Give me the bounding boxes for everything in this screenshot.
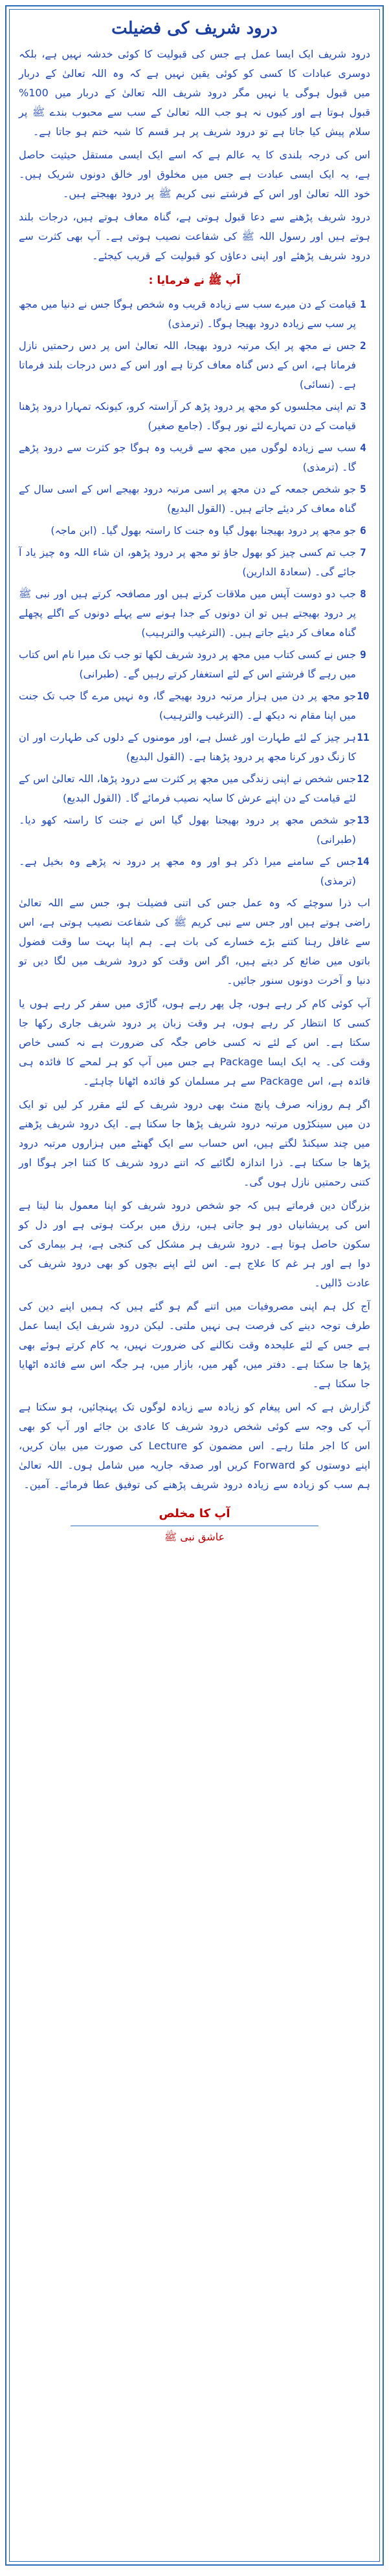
intro-paragraph-1: درود شریف ایک ایسا عمل ہے جس کی قبولیت کا کوئی خدشہ نہیں ہے، بلکہ دوسری عبادات کا کسی کو کوئی یقین نہیں ہے کہ وہ اللہ تعالیٰ کے دربار میں قبول ہوگی یا نہیں مگر درود شریف اللہ تعالیٰ کے دربار میں 100% قبول ہوتا ہے اور کیوں نہ ہو جب اللہ تعالیٰ کے سب سے محبوب بندے ﷺ پر سلام پیش کیا جاتا ہے تو درود شریف پر ہر قسم کا شبہ ختم ہو جاتا ہے۔ — [19, 48, 370, 138]
hadith-item — [19, 480, 370, 518]
hadith-number: 2 — [360, 339, 366, 352]
hadith-item — [19, 811, 370, 849]
body-paragraph-3: اگر ہم روزانہ صرف پانچ منٹ بھی درود شریف کے لئے مقرر کر لیں تو ایک دن میں سینکڑوں مرتبہ درود شریف پڑھا جا سکتا ہے۔ ایک درود شریف پڑھنے میں چند سیکنڈ لگتے ہیں، اس حساب سے ایک گھنٹے میں ہزاروں مرتبہ درود پڑھا جا سکتا ہے۔ ذرا اندازہ لگائیے کہ اتنے درود شریف کا کتنا اجر ہوگا اور کتنی رحمتیں نازل ہوں گی۔ — [19, 1098, 370, 1188]
hadith-number: 7 — [360, 546, 366, 559]
closing-block — [19, 1505, 370, 1546]
body-paragraph-5: آج کل ہم اپنی مصروفیات میں اتنے گم ہو گئے ہیں کہ ہمیں اپنے دین کی طرف توجہ دینے کی فرصت ہی نہیں ملتی۔ لیکن درود شریف ایک ایسا عمل ہے جس کے لئے علیحدہ وقت نکالنے کی ضرورت نہیں، یہ کام کرتے ہوئے بھی پڑھا جا سکتا ہے۔ دفتر میں، گھر میں، بازار میں، ہر جگہ اس سے فائدہ اٹھایا جا سکتا ہے۔ — [19, 1300, 370, 1390]
hadith-item — [19, 336, 370, 394]
hadith-text: جو شخص مجھ پر درود بھیجنا بھول گیا اس نے جنت کا راستہ کھو دیا۔ (طبرانی) — [19, 814, 356, 846]
hadith-number: 12 — [357, 772, 370, 785]
hadith-text: تم اپنی مجلسوں کو مجھ پر درود پڑھ کر آراستہ کرو، کیونکہ تمہارا درود پڑھنا قیامت کے دن تمہارے لئے نور ہوگا۔ (جامع صغیر) — [19, 400, 356, 432]
hadith-item — [19, 295, 370, 334]
hadith-text: جس نے کسی کتاب میں مجھ پر درود شریف لکھا تو جب تک میرا نام اس کتاب میں رہے گا فرشتے اس کے لئے استغفار کرتے رہیں گے۔ (طبرانی) — [19, 648, 356, 680]
hadith-item — [19, 584, 370, 643]
hadith-text: جس شخص نے اپنی زندگی میں مجھ پر کثرت سے درود پڑھا، اللہ تعالیٰ اس کے لئے قیامت کے دن اپنے عرش کا سایہ نصیب فرمائے گا۔ (القول البدیع) — [19, 772, 356, 804]
hadith-text: جو مجھ پر درود بھیجنا بھول گیا وہ جنت کا راستہ بھول گیا۔ (ابن ماجہ) — [50, 524, 356, 537]
hadith-heading: آپ ﷺ نے فرمایا : — [148, 274, 241, 287]
hadith-number: 14 — [357, 855, 370, 868]
body-paragraph-2: آپ کوئی کام کر رہے ہوں، چل پھر رہے ہوں، گاڑی میں سفر کر رہے ہوں یا کسی کا انتظار کر رہے ہوں، ہر وقت زبان پر درود شریف جاری رکھا جا سکتا ہے۔ اس کے لئے نہ کسی خاص جگہ کی ضرورت ہے نہ کسی خاص وقت کی۔ یہ ایک ایسا Package ہے جس میں آپ کو ہر لمحے کا فائدہ ہی فائدہ ہے، اس Package سے ہر مسلمان کو فائدہ اٹھانا چاہئے۔ — [19, 997, 371, 1087]
body-paragraph-4: بزرگان دین فرماتے ہیں کہ جو شخص درود شریف کو اپنا معمول بنا لیتا ہے اس کی پریشانیاں دور ہو جاتی ہیں، رزق میں برکت ہوتی ہے اور دل کو سکون حاصل ہوتا ہے۔ درود شریف ہر مشکل کی کنجی ہے، ہر بیماری کی دوا ہے اور ہر غم کا علاج ہے۔ اس لئے اپنے بچوں کو بھی درود شریف کی عادت ڈالیں۔ — [19, 1199, 370, 1289]
hadith-item — [19, 687, 370, 725]
page-frame — [5, 5, 384, 2566]
hadith-number: 9 — [360, 648, 366, 661]
hadith-number: 6 — [360, 524, 366, 537]
hadith-text: قیامت کے دن میرے سب سے زیادہ قریب وہ شخص ہوگا جس نے دنیا میں مجھ پر سب سے زیادہ درود بھیجا ہوگا۔ (ترمذی) — [19, 298, 356, 330]
author-name: عاشق نبی ﷺ — [164, 1531, 225, 1543]
hadith-number: 10 — [357, 690, 370, 702]
hadith-item — [19, 728, 370, 767]
hadith-item — [19, 645, 370, 684]
hadith-text: جب تم کسی چیز کو بھول جاؤ تو مجھ پر درود پڑھو، ان شاء اللہ وہ چیز یاد آ جائے گی۔ (سعادۃ الدارین) — [19, 546, 356, 578]
hadith-list — [19, 295, 370, 891]
hadith-text: جب دو دوست آپس میں ملاقات کرتے ہیں اور مصافحہ کرتے ہیں اور نبی ﷺ پر درود بھیجتے ہیں تو ان دونوں کے جدا ہونے سے پہلے دونوں کے اگلے پچھلے گناہ معاف کر دیئے جاتے ہیں۔ (الترغیب والترہیب) — [19, 588, 356, 639]
hadith-number: 4 — [360, 442, 366, 454]
closing-title: آپ کا مخلص — [159, 1507, 230, 1520]
hadith-item — [19, 521, 370, 540]
hadith-text: جو مجھ پر دن میں ہزار مرتبہ درود بھیجے گا، وہ نہیں مرے گا جب تک جنت میں اپنا مقام نہ دیکھ لے۔ (الترغیب والترہیب) — [19, 690, 356, 721]
hadith-number: 8 — [360, 588, 366, 600]
hadith-text: جو شخص جمعہ کے دن مجھ پر اسی مرتبہ درود بھیجے اس کے اسی سال کے گناہ معاف کر دیئے جاتے ہیں۔ (القول البدیع) — [19, 483, 356, 515]
hadith-number: 3 — [360, 400, 366, 412]
intro-paragraph-3: درود شریف پڑھنے سے دعا قبول ہوتی ہے، گناہ معاف ہوتے ہیں، درجات بلند ہوتے ہیں اور رسول اللہ ﷺ کی شفاعت نصیب ہوتی ہے۔ آپ بھی کثرت سے درود شریف پڑھئے اور اپنی دعاؤں کو قبولیت کے قریب کیجئے۔ — [19, 211, 370, 262]
body-paragraph-1: اب ذرا سوچئے کہ وہ عمل جس کی اتنی فضیلت ہو، جس سے اللہ تعالیٰ راضی ہوتے ہیں اور جس سے نبی کریم ﷺ کی شفاعت نصیب ہوتی ہے، اس سے غافل رہنا کتنے بڑے خسارے کی بات ہے۔ ہم اپنا بہت سا وقت فضول باتوں میں ضائع کر دیتے ہیں، اگر اس وقت کو درود شریف میں لگا دیں تو دنیا و آخرت دونوں سنور جائیں۔ — [19, 897, 370, 986]
hadith-item — [19, 397, 370, 436]
hadith-number: 11 — [357, 731, 370, 743]
hadith-item — [19, 769, 370, 808]
hadith-item — [19, 852, 370, 891]
hadith-number: 13 — [357, 814, 370, 826]
page-title: درود شریف کی فضیلت — [111, 19, 278, 38]
hadith-text: جس نے مجھ پر ایک مرتبہ درود بھیجا، اللہ تعالیٰ اس پر دس رحمتیں نازل فرماتا ہے، اس کے دس گناہ معاف کرتا ہے اور اس کے دس درجات بلند فرماتا ہے۔ (نسائی) — [19, 339, 356, 390]
hadith-number: 1 — [360, 298, 366, 310]
hadith-text: ہر چیز کے لئے طہارت اور غسل ہے، اور مومنوں کے دلوں کی طہارت اور ان کا زنگ دور کرنا مجھ پر درود پڑھنا ہے۔ (القول البدیع) — [19, 731, 356, 763]
content-frame — [9, 9, 380, 2562]
hadith-item — [19, 438, 370, 477]
hadith-item — [19, 543, 370, 582]
hadith-number: 5 — [360, 483, 366, 495]
hadith-text: سب سے زیادہ لوگوں میں مجھ سے قریب وہ ہوگا جو کثرت سے درود پڑھے گا۔ (ترمذی) — [19, 442, 356, 473]
body-paragraph-6: گزارش ہے کہ اس پیغام کو زیادہ سے زیادہ لوگوں تک پہنچائیں، ہو سکتا ہے آپ کی وجہ سے کوئی شخص درود شریف کا عادی بن جائے اور آپ کو بھی اس کا اجر ملتا رہے۔ اس مضمون کو Lecture کی صورت میں بیان کریں، اپنے دوستوں کو Forward کریں اور صدقہ جاریہ میں شامل ہوں۔ اللہ تعالیٰ ہم سب کو زیادہ سے زیادہ درود شریف پڑھنے کی توفیق عطا فرمائے۔ آمین۔ — [19, 1401, 371, 1491]
hadith-text: جس کے سامنے میرا ذکر ہو اور وہ مجھ پر درود نہ پڑھے وہ بخیل ہے۔ (ترمذی) — [19, 855, 356, 887]
intro-paragraph-2: اس کی درجہ بلندی کا یہ عالم ہے کہ اسے ایک ایسی مستقل حیثیت حاصل ہے، یہ ایک ایسی عبادت ہے جس میں مخلوق اور خالق دونوں شریک ہیں۔ خود اللہ تعالیٰ اور اس کے فرشتے نبی کریم ﷺ پر درود بھیجتے ہیں۔ — [19, 149, 370, 200]
